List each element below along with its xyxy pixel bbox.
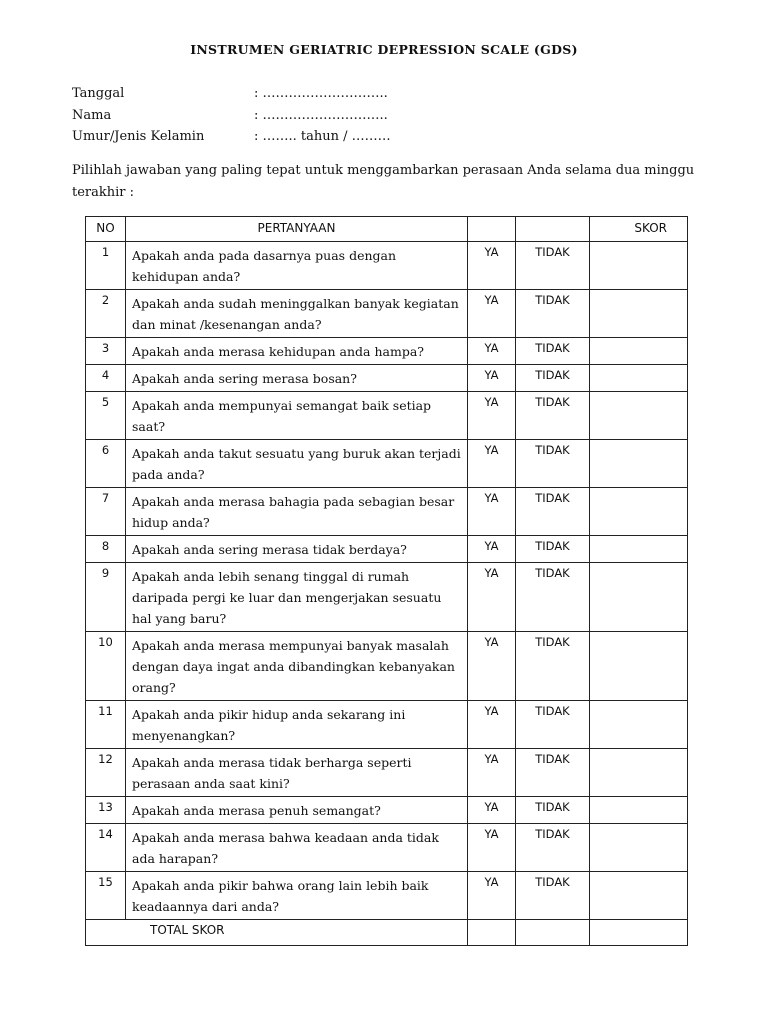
header-score: SKOR — [590, 217, 688, 242]
score-cell[interactable] — [590, 338, 688, 365]
answer-ya-option[interactable]: YA — [468, 872, 516, 920]
answer-tidak-option[interactable]: TIDAK — [516, 365, 590, 392]
question-text: Apakah anda sudah meninggalkan banyak kegiatan dan minat /kesenangan anda? — [126, 290, 468, 338]
document-title: INSTRUMEN GERIATRIC DEPRESSION SCALE (GDS) — [190, 42, 578, 57]
table-row — [86, 632, 688, 701]
answer-ya-option[interactable]: YA — [468, 824, 516, 872]
total-empty-ya — [468, 920, 516, 946]
question-text: Apakah anda pada dasarnya puas dengan kehidupan anda? — [126, 242, 468, 290]
question-number: 15 — [86, 872, 126, 920]
answer-tidak-option[interactable]: TIDAK — [516, 488, 590, 536]
score-cell[interactable] — [590, 536, 688, 563]
field-label: Tanggal — [72, 86, 125, 101]
score-cell[interactable] — [590, 824, 688, 872]
header-question: PERTANYAAN — [126, 217, 468, 242]
table-row — [86, 290, 688, 338]
score-cell[interactable] — [590, 749, 688, 797]
table-row — [86, 242, 688, 290]
table-row — [86, 536, 688, 563]
answer-tidak-option[interactable]: TIDAK — [516, 290, 590, 338]
answer-ya-option[interactable]: YA — [468, 290, 516, 338]
question-number: 5 — [86, 392, 126, 440]
question-number: 4 — [86, 365, 126, 392]
question-text: Apakah anda sering merasa tidak berdaya? — [126, 536, 468, 563]
question-text: Apakah anda mempunyai semangat baik setiap saat? — [126, 392, 468, 440]
question-text: Apakah anda merasa mempunyai banyak masalah dengan daya ingat anda dibandingkan kebanyakan orang? — [126, 632, 468, 701]
answer-tidak-option[interactable]: TIDAK — [516, 701, 590, 749]
question-number: 10 — [86, 632, 126, 701]
table-row — [86, 749, 688, 797]
header-no: NO — [86, 217, 126, 242]
question-text: Apakah anda pikir hidup anda sekarang ini menyenangkan? — [126, 701, 468, 749]
question-text: Apakah anda merasa bahwa keadaan anda tidak ada harapan? — [126, 824, 468, 872]
answer-tidak-option[interactable]: TIDAK — [516, 242, 590, 290]
answer-ya-option[interactable]: YA — [468, 536, 516, 563]
score-cell[interactable] — [590, 872, 688, 920]
answer-tidak-option[interactable]: TIDAK — [516, 338, 590, 365]
question-number: 3 — [86, 338, 126, 365]
answer-tidak-option[interactable]: TIDAK — [516, 797, 590, 824]
question-text: Apakah anda pikir bahwa orang lain lebih baik keadaannya dari anda? — [126, 872, 468, 920]
question-text: Apakah anda lebih senang tinggal di rumah daripada pergi ke luar dan mengerjakan sesuatu hal yang baru? — [126, 563, 468, 632]
answer-tidak-option[interactable]: TIDAK — [516, 440, 590, 488]
question-number: 1 — [86, 242, 126, 290]
field-value[interactable]: : …….. tahun / ……… — [254, 129, 391, 144]
field-label: Nama — [72, 108, 112, 123]
table-header-row — [86, 217, 688, 242]
question-number: 2 — [86, 290, 126, 338]
answer-tidak-option[interactable]: TIDAK — [516, 872, 590, 920]
answer-tidak-option[interactable]: TIDAK — [516, 749, 590, 797]
answer-ya-option[interactable]: YA — [468, 392, 516, 440]
field-value[interactable]: : ……………………….. — [254, 108, 388, 123]
header-tidak — [516, 217, 590, 242]
score-cell[interactable] — [590, 290, 688, 338]
table-row — [86, 872, 688, 920]
question-number: 7 — [86, 488, 126, 536]
table-row — [86, 440, 688, 488]
total-row — [86, 920, 688, 946]
header-ya — [468, 217, 516, 242]
score-cell[interactable] — [590, 632, 688, 701]
score-cell[interactable] — [590, 392, 688, 440]
answer-tidak-option[interactable]: TIDAK — [516, 632, 590, 701]
question-number: 6 — [86, 440, 126, 488]
table-row — [86, 365, 688, 392]
answer-ya-option[interactable]: YA — [468, 701, 516, 749]
question-text: Apakah anda merasa kehidupan anda hampa? — [126, 338, 468, 365]
total-score-cell[interactable] — [590, 920, 688, 946]
question-number: 11 — [86, 701, 126, 749]
table-row — [86, 392, 688, 440]
table-row — [86, 701, 688, 749]
table-row — [86, 563, 688, 632]
total-label: TOTAL SKOR — [86, 920, 468, 946]
question-text: Apakah anda sering merasa bosan? — [126, 365, 468, 392]
score-cell[interactable] — [590, 488, 688, 536]
answer-ya-option[interactable]: YA — [468, 632, 516, 701]
answer-ya-option[interactable]: YA — [468, 797, 516, 824]
answer-ya-option[interactable]: YA — [468, 749, 516, 797]
table-row — [86, 338, 688, 365]
question-text: Apakah anda merasa tidak berharga seperti perasaan anda saat kini? — [126, 749, 468, 797]
field-value[interactable]: : ……………………….. — [254, 86, 388, 101]
question-text: Apakah anda takut sesuatu yang buruk akan terjadi pada anda? — [126, 440, 468, 488]
score-cell[interactable] — [590, 440, 688, 488]
question-text: Apakah anda merasa bahagia pada sebagian besar hidup anda? — [126, 488, 468, 536]
instruction-text: Pilihlah jawaban yang paling tepat untuk menggambarkan perasaan Anda selama dua minggu terakhir : — [72, 163, 695, 200]
question-number: 14 — [86, 824, 126, 872]
score-cell[interactable] — [590, 701, 688, 749]
score-cell[interactable] — [590, 365, 688, 392]
answer-ya-option[interactable]: YA — [468, 488, 516, 536]
field-label: Umur/Jenis Kelamin — [72, 129, 205, 144]
table-row — [86, 488, 688, 536]
table-row — [86, 797, 688, 824]
total-empty-tidak — [516, 920, 590, 946]
score-cell[interactable] — [590, 797, 688, 824]
question-number: 8 — [86, 536, 126, 563]
answer-tidak-option[interactable]: TIDAK — [516, 563, 590, 632]
answer-ya-option[interactable]: YA — [468, 365, 516, 392]
answer-ya-option[interactable]: YA — [468, 440, 516, 488]
answer-tidak-option[interactable]: TIDAK — [516, 824, 590, 872]
table-row — [86, 824, 688, 872]
score-cell[interactable] — [590, 242, 688, 290]
answer-tidak-option[interactable]: TIDAK — [516, 536, 590, 563]
question-text: Apakah anda merasa penuh semangat? — [126, 797, 468, 824]
answer-ya-option[interactable]: YA — [468, 242, 516, 290]
question-number: 9 — [86, 563, 126, 632]
answer-ya-option[interactable]: YA — [468, 338, 516, 365]
score-cell[interactable] — [590, 563, 688, 632]
answer-ya-option[interactable]: YA — [468, 563, 516, 632]
question-number: 12 — [86, 749, 126, 797]
question-number: 13 — [86, 797, 126, 824]
answer-tidak-option[interactable]: TIDAK — [516, 392, 590, 440]
gds-table — [85, 216, 688, 946]
